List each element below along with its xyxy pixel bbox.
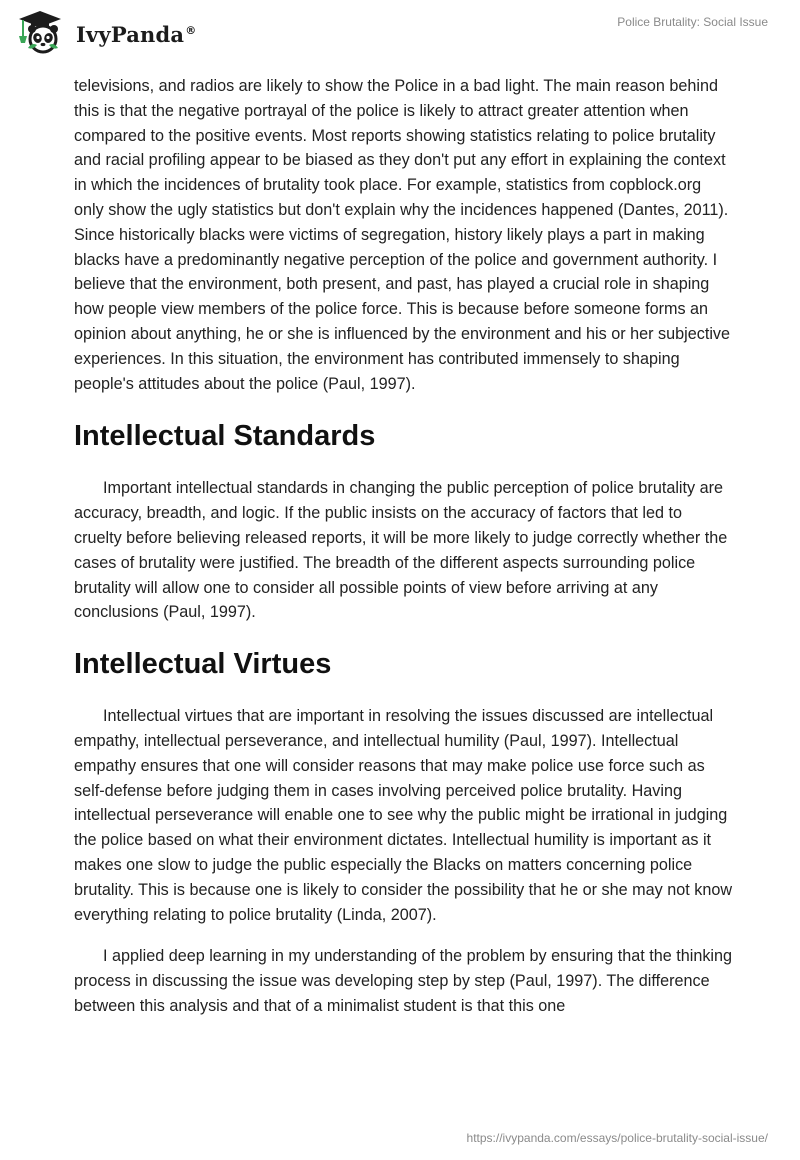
paragraph-virtues: Intellectual virtues that are important in resolving the issues discussed are intellectual empathy, intellectual perseverance, and intellectual humility (Paul, 1997). Intellectual empathy ensures that one will consider reasons that may make police use force such as self-defense before judging them in cases involving perceived police brutality. Having intellectual perseverance will enable one to see why the public might be irrational in judging the police based on what their environment dictates. Intellectual humility is important as it makes one slow to judge the public especially the Blacks on matters concerning police brutality. This is because one is likely to consider the possibility that he or she may not know everything relating to police brutality (Linda, 2007). <box>74 707 733 924</box>
essay-content <box>74 74 734 1019</box>
heading-intellectual-standards: Intellectual Standards <box>74 420 376 453</box>
paragraph-intro: televisions, and radios are likely to show the Police in a bad light. The main reason behind this is that the negative portrayal of the police is likely to attract greater attention when compared to the positive events. Most reports showing statistics relating to police brutality and racial profiling appear to be biased as they don't put any effort in explaining the context in which the incidences of brutality took place. For example, statistics from copblock.org only show the ugly statistics but don't explain why the incidences happened (Dantes, 2011). Since historically blacks were victims of segregation, history likely plays a part in making blacks have a predominantly negative perception of the police and government authority. I believe that the environment, both present, and past, has played a crucial role in shaping how people view members of the police force. This is because before someone forms an opinion about anything, he or she is influenced by the environment and his or her subjective experiences. In this situation, the environment has contributed immensely to shaping people's attitudes about the police (Paul, 1997). <box>74 77 731 393</box>
document-title: Police Brutality: Social Issue <box>617 15 768 29</box>
heading-intellectual-virtues: Intellectual Virtues <box>74 648 332 681</box>
logo-wordmark: IvyPanda® <box>76 21 197 47</box>
ivypanda-logo[interactable] <box>14 10 196 54</box>
footer-source-url[interactable]: https://ivypanda.com/essays/police-brutality-social-issue/ <box>466 1131 768 1145</box>
registered-mark: ® <box>185 23 197 37</box>
panda-graduate-icon <box>14 10 66 54</box>
page-header <box>0 0 800 70</box>
paragraph-deep-learning: I applied deep learning in my understanding of the problem by ensuring that the thinking process in discussing the issue was developing step by step (Paul, 1997). The difference between this analysis and that of a minimalist student is that this one <box>74 947 733 1015</box>
paragraph-standards: Important intellectual standards in changing the public perception of police brutality are accuracy, breadth, and logic. If the public insists on the accuracy of factors that led to cruelty before believing released reports, it will be more likely to judge correctly whether the cases of brutality were justified. The breadth of the different aspects surrounding police brutality will allow one to consider all possible points of view before arriving at any conclusions (Paul, 1997). <box>74 479 728 622</box>
